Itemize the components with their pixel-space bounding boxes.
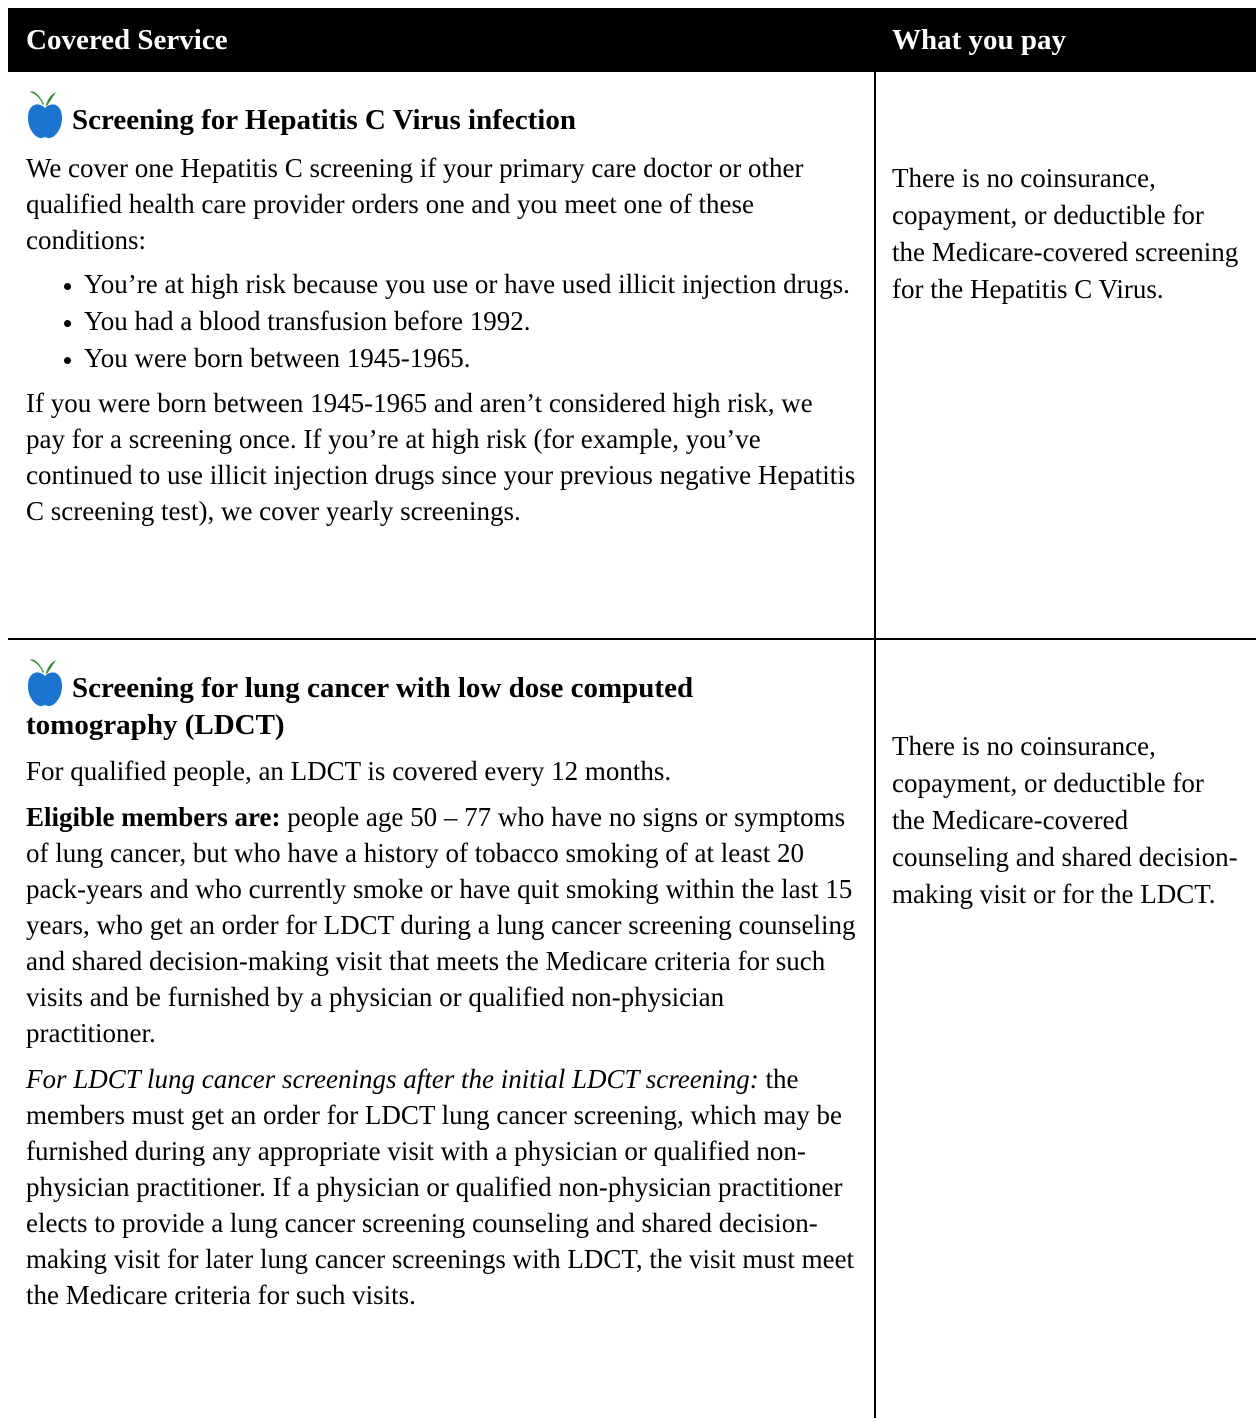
service-intro: For qualified people, an LDCT is covered every 12 months.: [26, 756, 672, 786]
what-you-pay-cell: There is no coinsurance, copayment, or deductible for the Medicare-covered counseling and shared decision-making visit or for the LDCT.: [892, 731, 1238, 909]
header-covered-service: Covered Service: [26, 23, 228, 56]
list-item: • You were born between 1945-1965.: [84, 342, 856, 375]
what-you-pay-cell: There is no coinsurance, copayment, or deductible for the Medicare-covered screening for the Hepatitis C Virus.: [892, 163, 1239, 304]
list-item: • You had a blood transfusion before 1992.: [84, 305, 856, 338]
benefits-table: [8, 8, 1256, 1418]
service-title-text-line2: tomography (LDCT): [26, 709, 285, 741]
eligibility-paragraph: [26, 799, 856, 1051]
service-title: [26, 86, 856, 140]
service-intro: We cover one Hepatitis C screening if your primary care doctor or other qualified health care provider orders one and you meet one of these conditions:: [26, 153, 804, 255]
service-title-text-line1: Screening for lung cancer with low dose computed: [72, 672, 694, 704]
service-title-text: Screening for Hepatitis C Virus infection: [72, 104, 576, 136]
covered-service-cell: [8, 72, 876, 638]
header-what-you-pay: What you pay: [892, 23, 1067, 56]
followup-text: the members must get an order for LDCT lung cancer screening, which may be furnished during any appropriate visit with a physician or qualified non-physician practitioner. If a physician or qualified non-physician practitioner elects to provide a lung cancer screening counseling and shared decision-making visit for later lung cancer screenings with LDCT, the visit must meet the Medicare criteria for such visits.: [26, 1064, 855, 1310]
eligibility-label: Eligible members are:: [26, 802, 281, 832]
table-row-lung-cancer: [8, 640, 1256, 1418]
apple-icon: [26, 654, 64, 708]
table-row-hepatitis-c: [8, 72, 1256, 640]
followup-label: For LDCT lung cancer screenings after the initial LDCT screening:: [26, 1064, 759, 1094]
service-closing: If you were born between 1945-1965 and aren’t considered high risk, we pay for a screening once. If you’re at high risk (for example, you’ve continued to use illicit injection drugs since your previous negative Hepatitis C screening test), we cover yearly screenings.: [26, 388, 856, 526]
covered-service-cell: [8, 640, 876, 1418]
followup-paragraph: [26, 1061, 856, 1313]
apple-icon: [26, 86, 64, 140]
table-header: [8, 8, 1256, 72]
eligibility-text: people age 50 – 77 who have no signs or symptoms of lung cancer, but who have a history of tobacco smoking of at least 20 pack-years and who currently smoke or have quit smoking within the last 15 years, who get an order for LDCT during a lung cancer screening counseling and shared decision-making visit that meets the Medicare criteria for such visits and be furnished by a physician or qualified non-physician practitioner.: [26, 802, 856, 1048]
condition-list: [26, 268, 856, 375]
list-item: • You’re at high risk because you use or have used illicit injection drugs.: [84, 268, 856, 301]
service-title: [26, 654, 856, 708]
service-title-line2: [26, 708, 856, 743]
